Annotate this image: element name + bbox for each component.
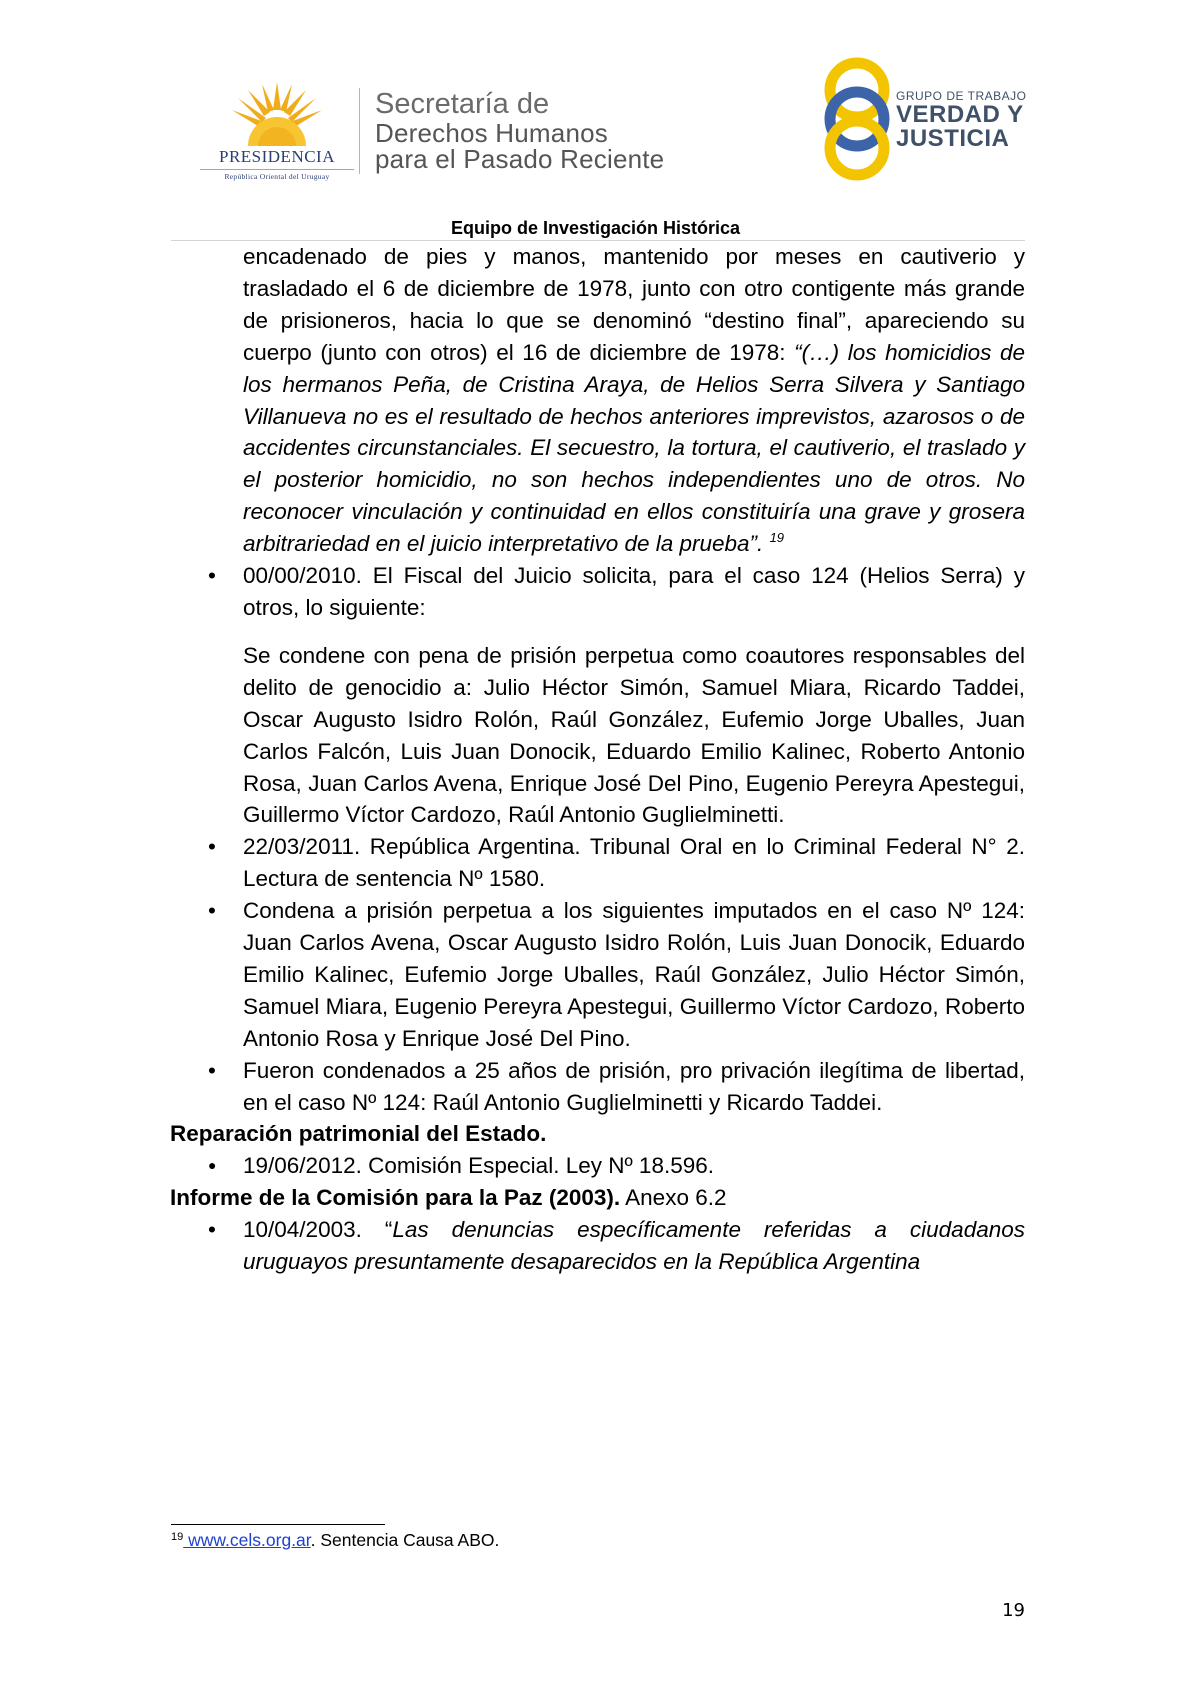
verdad-justicia-logo [822, 57, 1032, 182]
presidencia-subtitle: República Oriental del Uruguay [224, 172, 330, 181]
secretaria-line-1: Secretaría de [375, 88, 550, 120]
footnote [171, 1530, 499, 1551]
bullet-icon: • [208, 563, 216, 589]
list-item-text: 00/00/2010. El Fiscal del Juicio solicita, para el caso 124 (Helios Serra) y otros, lo siguiente: [243, 563, 1025, 620]
paragraph-continuation [170, 241, 1025, 560]
sun-emblem-icon [228, 80, 326, 146]
list-item-text: 19/06/2012. Comisión Especial. Ley Nº 18.596. [243, 1153, 715, 1179]
interlocked-rings-icon [822, 57, 892, 182]
team-title: Equipo de Investigación Histórica [450, 218, 741, 238]
page-body [170, 241, 1025, 1278]
verdad-justicia-text [896, 89, 1026, 152]
list-item [170, 1150, 1025, 1182]
section-heading: Reparación patrimonial del Estado. [170, 1121, 547, 1147]
footnote-text: . Sentencia Causa ABO. [310, 1530, 500, 1550]
list-item [170, 1214, 1025, 1278]
section-heading-rest: Anexo 6.2 [620, 1185, 727, 1211]
secretaria-line-2: Derechos Humanos [375, 117, 608, 148]
section-heading [170, 1182, 1025, 1214]
presidencia-rule [200, 169, 354, 170]
bullet-icon: • [208, 1217, 216, 1243]
verdad-justicia-line-2: VERDAD Y [896, 101, 1024, 128]
verdad-justicia-line-3: JUSTICIA [896, 125, 1010, 153]
paragraph-fiscal-request: Se condene con pena de prisión perpetua como coautores responsables del delito de genocidio a: Julio Héctor Simón, Samuel Miara, Ricardo Taddei, Oscar Augusto Isidro Rolón, Raúl González, Eufemio Jorge Uballes, Juan Carlos Falcón, Luis Juan Donocik, Eduardo Emilio Kalinec, Roberto Antonio Rosa, Juan Carlos Avena, Enrique José Del Pino, Eugenio Pereyra Apestegui, Guillermo Víctor Cardozo, Raúl Antonio Guglielminetti. [243, 642, 1025, 828]
footnote-link[interactable]: www.cels.org.ar [183, 1530, 311, 1550]
list-item-quote: Las denuncias específicamente referidas a ciudadanos uruguayos presuntamente desaparecidos en la República Argentina [243, 1217, 1025, 1275]
bullet-icon: • [208, 834, 216, 860]
list-item [170, 560, 1025, 624]
secretaria-logo-text [375, 90, 664, 173]
section-heading-bold: Informe de la Comisión para la Paz (2003). [170, 1185, 621, 1211]
bullet-icon: • [208, 1057, 216, 1083]
paragraph-text: encadenado de pies y manos, mantenido por meses en cautiverio y trasladado el 6 de diciembre de 1978, junto con otro contigente más grande de prisioneros, hacia lo que se denominó “destino final”, apareciendo su cuerpo (junto con otros) el 16 de diciembre de 1978: [243, 244, 1025, 365]
list-item-text: 22/03/2011. República Argentina. Tribunal Oral en lo Criminal Federal N° 2. Lectura de sentencia Nº 1580. [243, 834, 1025, 892]
list-item-text: Fueron condenados a 25 años de prisión, pro privación ilegítima de libertad, en el caso Nº 124: Raúl Antonio Guglielminetti y Ricardo Taddei. [243, 1057, 1025, 1115]
footnote-number: 19 [171, 1531, 184, 1543]
verdad-justicia-line-1: GRUPO DE TRABAJO [896, 89, 1027, 103]
court-quote: “(…) los homicidios de los hermanos Peña, de Cristina Araya, de Helios Serra Silvera y Santiago Villanueva no es el resultado de hechos anteriores imprevistos, azarosos o de accidentes circunstanciales. El secuestro, la tortura, el cautiverio, el traslado y el posterior homicidio, no son hechos independientes uno de otros. No reconocer vinculación y continuidad en ellos constituiría una grave y grosera arbitrariedad en el juicio interpretativo de la prueba”. [243, 339, 1025, 557]
secretaria-line-3: para el Pasado Reciente [375, 144, 665, 175]
footnote-ref: 19 [769, 530, 785, 546]
list-item [170, 1055, 1025, 1119]
list-item-text: Condena a prisión perpetua a los siguientes imputados en el caso Nº 124: Juan Carlos Avena, Oscar Augusto Isidro Rolón, Luis Juan Donocik, Eduardo Emilio Kalinec, Eufemio Jorge Uballes, Raúl González, Julio Héctor Simón, Samuel Miara, Eugenio Pereyra Apestegui, Guillermo Víctor Cardozo, Roberto Antonio Rosa y Enrique José Del Pino. [243, 898, 1025, 1051]
presidencia-logo [198, 80, 356, 180]
bullet-icon: • [208, 898, 216, 924]
list-item [170, 895, 1025, 1055]
header-divider [359, 88, 360, 174]
page-number: 19 [1002, 1600, 1025, 1621]
presidencia-name: PRESIDENCIA [218, 147, 335, 166]
list-item [170, 831, 1025, 895]
list-item-date: 10/04/2003. “ [243, 1217, 393, 1243]
bullet-icon: ● [208, 1157, 217, 1174]
page-header [0, 0, 1191, 240]
footnote-rule [171, 1524, 385, 1525]
